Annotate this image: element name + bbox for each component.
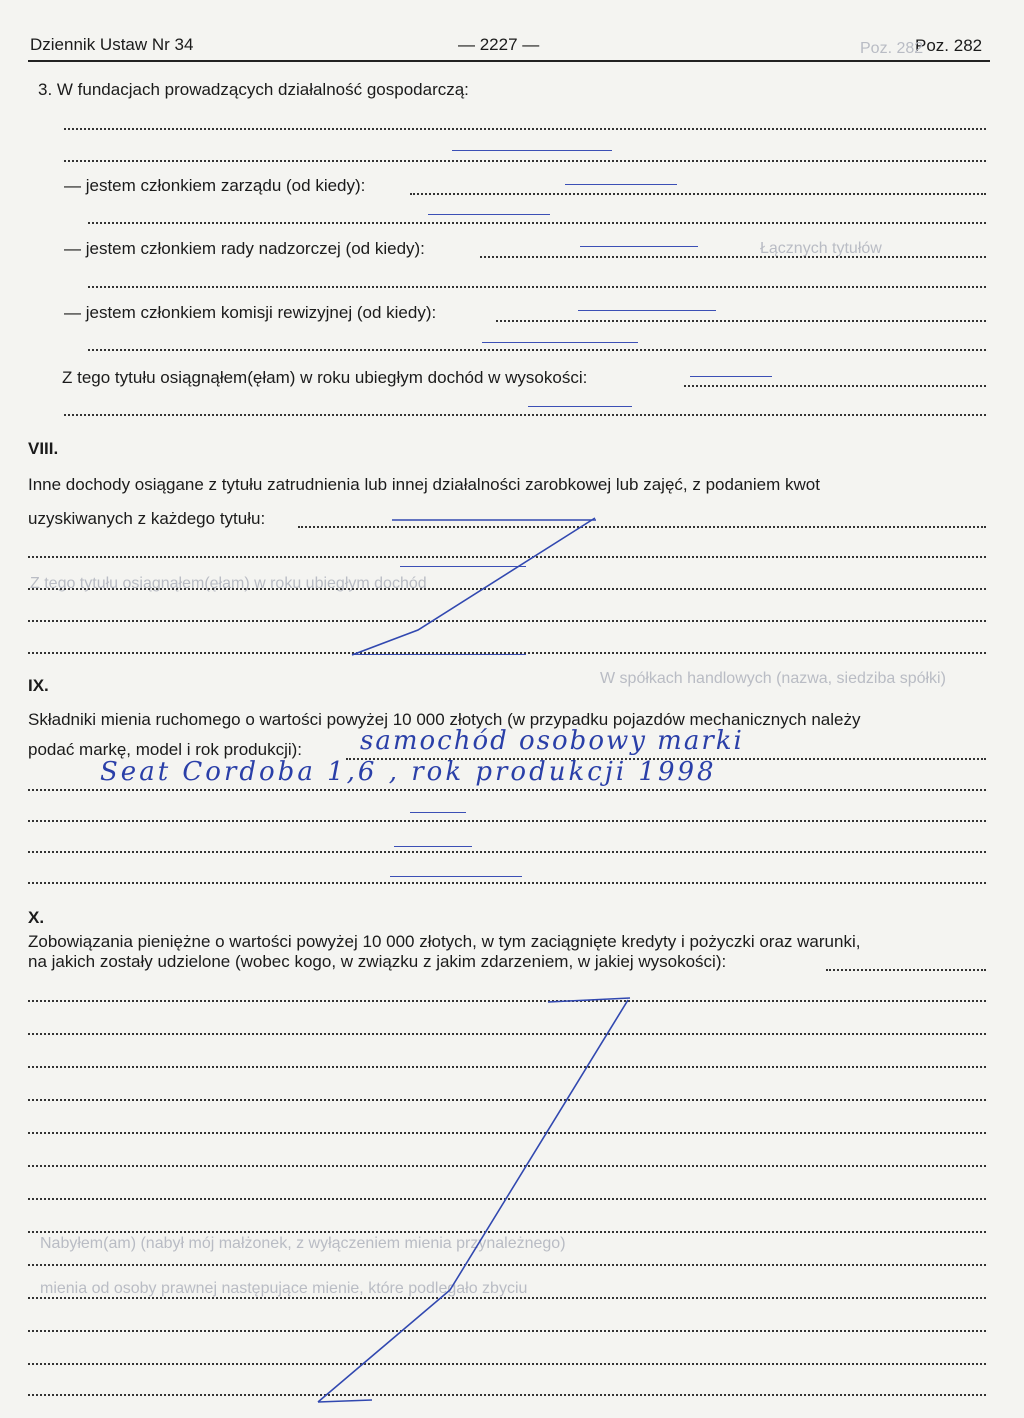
section-viii-text: uzyskiwanych z każdego tytułu:	[28, 509, 266, 528]
foundations-heading: 3. W fundacjach prowadzących działalność gospodarczą:	[38, 80, 469, 99]
audit-member-label: — jestem członkiem komisji rewizyjnej (od kiedy):	[64, 303, 437, 322]
position-number: Poz. 282	[915, 36, 983, 55]
handwritten-vehicle-line2: Seat Cordoba 1,6 , rok produkcji 1998	[100, 757, 717, 787]
section-ix-text: podać markę, model i rok produkcji):	[28, 740, 303, 759]
section-viii-text: Inne dochody osiągane z tytułu zatrudnienia lub innej działalności zarobkowej lub zajęć, z podaniem kwot	[28, 475, 820, 494]
section-ix-text: Składniki mienia ruchomego o wartości powyżej 10 000 złotych (w przypadku pojazdów mechanicznych należy	[28, 710, 861, 729]
journal-title: Dziennik Ustaw Nr 34	[30, 35, 194, 54]
handwritten-vehicle-line1: samochód osobowy marki	[360, 726, 744, 756]
section-viii-numeral: VIII.	[28, 439, 59, 458]
section-ix-numeral: IX.	[28, 676, 49, 695]
section-x-numeral: X.	[28, 908, 45, 927]
section-x-text: Zobowiązania pieniężne o wartości powyżej 10 000 złotych, w tym zaciągnięte kredyty i pożyczki oraz warunki,	[28, 932, 861, 951]
section-x-text: na jakich zostały udzielone (wobec kogo, w związku z jakim zdarzeniem, w jakiej wysokości):	[28, 952, 727, 971]
page-number: — 2227 —	[458, 35, 540, 54]
board-member-label: — jestem członkiem zarządu (od kiedy):	[64, 176, 366, 195]
income-label: Z tego tytułu osiągnąłem(ęłam) w roku ubiegłym dochód w wysokości:	[62, 368, 588, 387]
supervisory-member-label: — jestem członkiem rady nadzorczej (od kiedy):	[64, 239, 425, 258]
